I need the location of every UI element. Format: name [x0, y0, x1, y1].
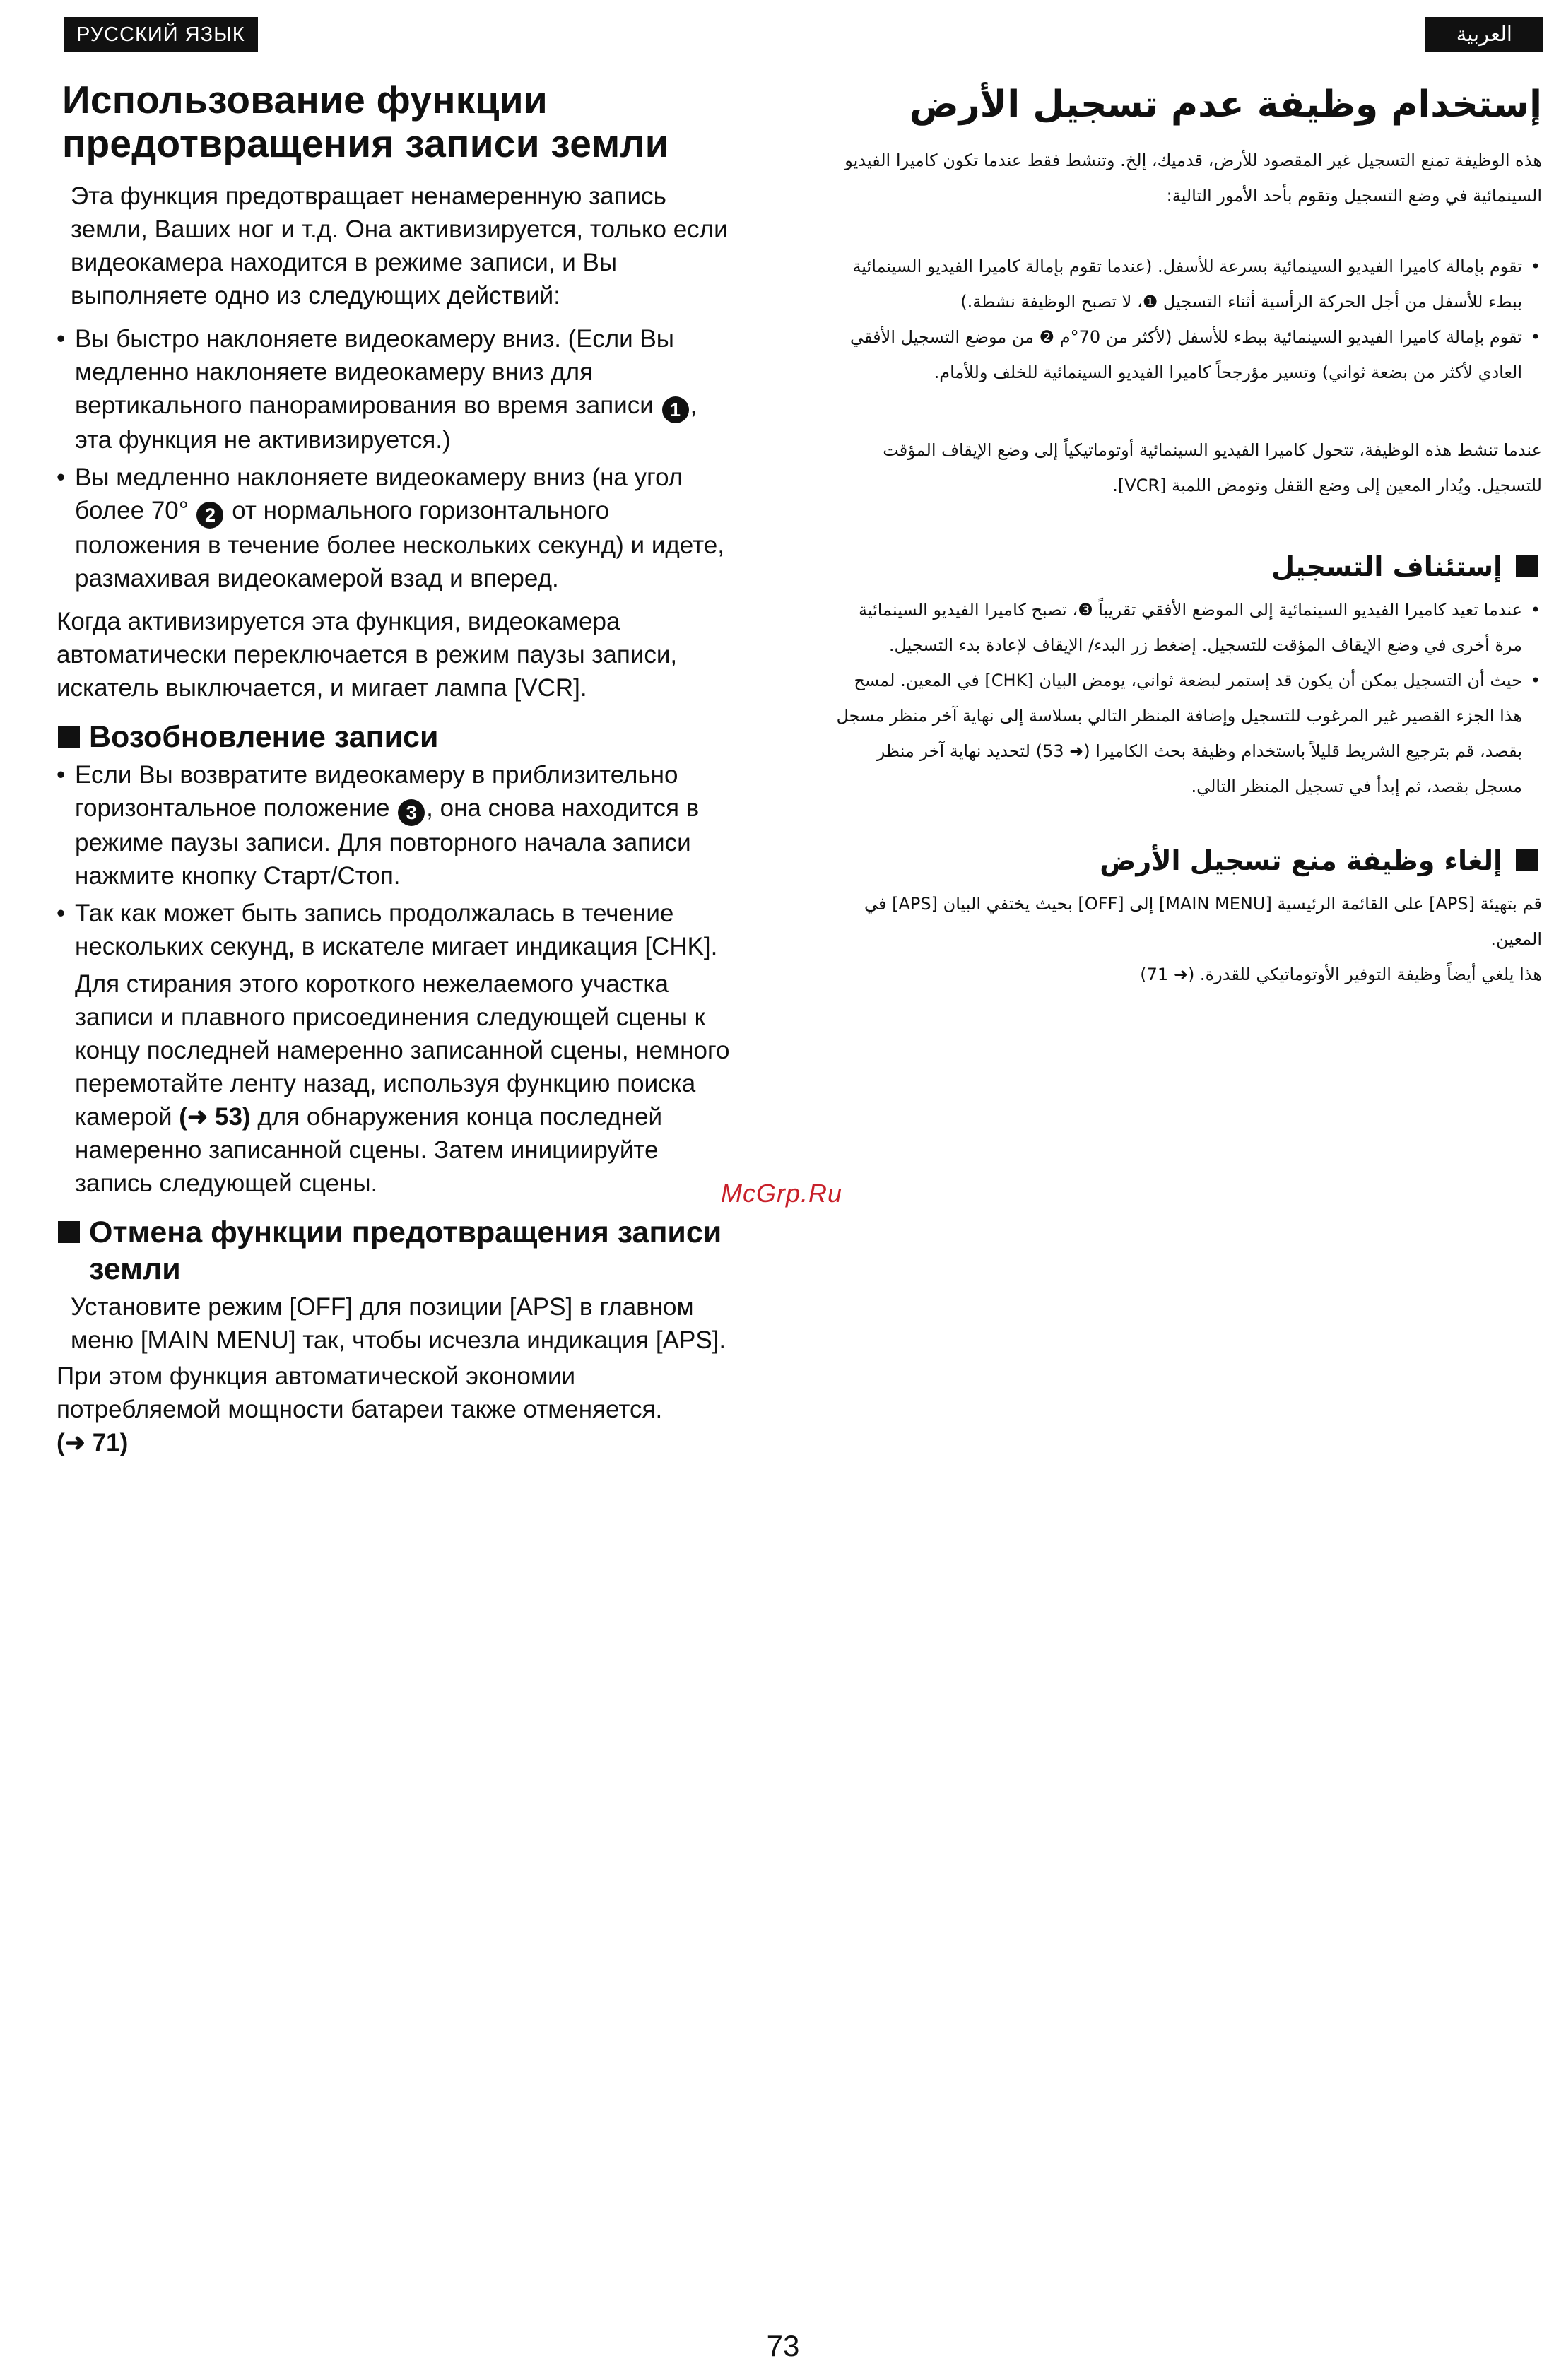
- list-item: [57, 461, 735, 595]
- square-bullet-icon: [58, 726, 80, 748]
- arabic-cancel-note: هذا يلغي أيضاً وظيفة التوفير الأوتوماتيكي للقدرة. (➜ 71): [1140, 965, 1542, 984]
- watermark: McGrp.Ru: [721, 1179, 843, 1208]
- intro-paragraph: Эта функция предотвращает ненамеренную запись земли, Ваших ног и т.д. Она активизируется, только если видеокамера находится в режиме записи, и Вы выполняете одно из следующих действий:: [71, 182, 728, 310]
- section-heading-resume: [57, 719, 735, 755]
- arabic-page-title: إستخدام وظيفة عدم تسجيل الأرض: [909, 83, 1542, 126]
- cancel-paragraph: Установите режим [OFF] для позиции [APS] в главном меню [MAIN MENU] так, чтобы исчезла индикация [APS].: [71, 1293, 726, 1354]
- heading-text: Отмена функции предотвращения записи земли: [89, 1215, 722, 1286]
- heading-text: إستئناف التسجيل: [1271, 551, 1502, 582]
- bullet-text: Так как может быть запись продолжалась в течение нескольких секунд, в искателе мигает индикация [CHK].: [75, 900, 718, 960]
- square-bullet-icon: [58, 1221, 80, 1243]
- resume-explanation: [57, 967, 735, 1200]
- page-reference-71[interactable]: (➜ 71): [57, 1429, 129, 1456]
- list-item: [57, 758, 735, 892]
- russian-column: [57, 78, 735, 1459]
- bullet-text: Вы медленно наклоняете видеокамеру вниз (на угол более 70°: [75, 464, 683, 524]
- list-item: • حيث أن التسجيل يمكن أن يكون قد إستمر لبضعة ثواني، يومض البيان [CHK] في المعين. لمسح هذا الجزء القصير غير المرغوب للتسجيل وإضافة المنظر التالي بسلاسة إلى نهاية آخر منظر مسجل بقصد، قم بترجيع الشريط قليلاً باستخدام وظيفة بحث الكاميرا (➜ 53) لتحديد نهاية آخر منظر مسجل بقصد، ثم إبدأ في تسجيل المنظر التالي.: [835, 663, 1542, 804]
- language-tab-arabic: العربية: [1425, 17, 1543, 52]
- arabic-column: [835, 76, 1542, 992]
- bullet-text: Вы быстро наклоняете видеокамеру вниз. (Если Вы медленно наклоняете видеокамеру вниз для вертикального панорамирования во время записи: [75, 325, 674, 419]
- list-item: • عندما تعيد كاميرا الفيديو السينمائية إلى الموضع الأفقي تقريباً ❸، تصبح كاميرا الفيديو السينمائية مرة أخرى في وضع الإيقاف المؤقت للتسجيل. إضغط زر البدء/ الإيقاف لإعادة بدء التسجيل.: [835, 592, 1542, 663]
- arabic-heading-resume: [835, 546, 1542, 588]
- square-bullet-icon: [1516, 849, 1538, 871]
- explanation-text: Для стирания этого короткого нежелаемого участка записи и плавного присоединения следующей сцены к концу последней намеренно записанной сцены, немного перемотайте ленту назад, используя функцию поиска камерой: [75, 970, 730, 1131]
- language-tab-russian: РУССКИЙ ЯЗЫК: [64, 17, 258, 52]
- list-item: [57, 897, 735, 963]
- arabic-heading-cancel: [835, 840, 1542, 882]
- explanation-text: для обнаружения конца последней намеренно записанной сцены. Затем инициируйте запись следующей сцены.: [75, 1103, 663, 1197]
- page-title: Использование функции предотвращения записи земли: [62, 78, 669, 165]
- bullet-text: , эта функция не активизируется.): [75, 391, 697, 454]
- note-text: При этом функция автоматической экономии потребляемой мощности батареи также отменяется.: [57, 1362, 663, 1423]
- marker-1-icon: 1: [662, 396, 689, 423]
- square-bullet-icon: [1516, 555, 1538, 577]
- cancel-note: [57, 1360, 735, 1459]
- activation-paragraph: Когда активизируется эта функция, видеокамера автоматически переключается в режим паузы записи, искатель выключается, и мигает лампа [VCR].: [57, 608, 678, 702]
- marker-3-icon: 3: [398, 799, 425, 826]
- bullet-text: Если Вы возвратите видеокамеру в приблизительно горизонтальное положение: [75, 761, 678, 822]
- arabic-cancel-text: قم بتهيئة [APS] على القائمة الرئيسية [MAIN MENU] إلى [OFF] بحيث يختفي البيان [APS] في المعين.: [864, 894, 1542, 949]
- section-heading-cancel: [57, 1214, 735, 1288]
- list-item: [57, 322, 735, 456]
- heading-text: Возобновление записи: [89, 720, 439, 754]
- heading-text: إلغاء وظيفة منع تسجيل الأرض: [1100, 845, 1502, 876]
- bullet-text: , она снова находится в режиме паузы записи. Для повторного начала записи нажмите кнопку Старт/Стоп.: [75, 794, 700, 890]
- marker-2-icon: 2: [196, 502, 223, 529]
- arabic-activation: عندما تنشط هذه الوظيفة، تتحول كاميرا الفيديو السينمائية أوتوماتيكياً إلى وضع الإيقاف المؤقت للتسجيل. ويُدار المعين إلى وضع القفل وتومض اللمبة [VCR].: [883, 440, 1542, 495]
- list-item: • تقوم بإمالة كاميرا الفيديو السينمائية ببطء للأسفل (لأكثر من 70°م ❷ من موضع التسجيل الأفقي العادي لأكثر من بضعة ثواني) وتسير مؤرجحاً كاميرا الفيديو السينمائية للخلف وللأمام.: [835, 319, 1542, 390]
- page-reference-53[interactable]: (➜ 53): [179, 1103, 251, 1131]
- page-number: 73: [766, 2329, 800, 2362]
- arabic-intro: هذه الوظيفة تمنع التسجيل غير المقصود للأرض، قدميك، إلخ. وتنشط فقط عندما تكون كاميرا الفيديو السينمائية في وضع التسجيل وتقوم بأحد الأمور التالية:: [844, 151, 1542, 206]
- list-item: • تقوم بإمالة كاميرا الفيديو السينمائية بسرعة للأسفل. (عندما تقوم بإمالة كاميرا الفيديو السينمائية ببطء للأسفل من أجل الحركة الرأسية أثناء التسجيل ❶، لا تصبح الوظيفة نشطة.): [835, 249, 1542, 319]
- bullet-text: от нормального горизонтального положения в течение более нескольких секунд) и идете, размахивая видеокамерой взад и вперед.: [75, 497, 724, 592]
